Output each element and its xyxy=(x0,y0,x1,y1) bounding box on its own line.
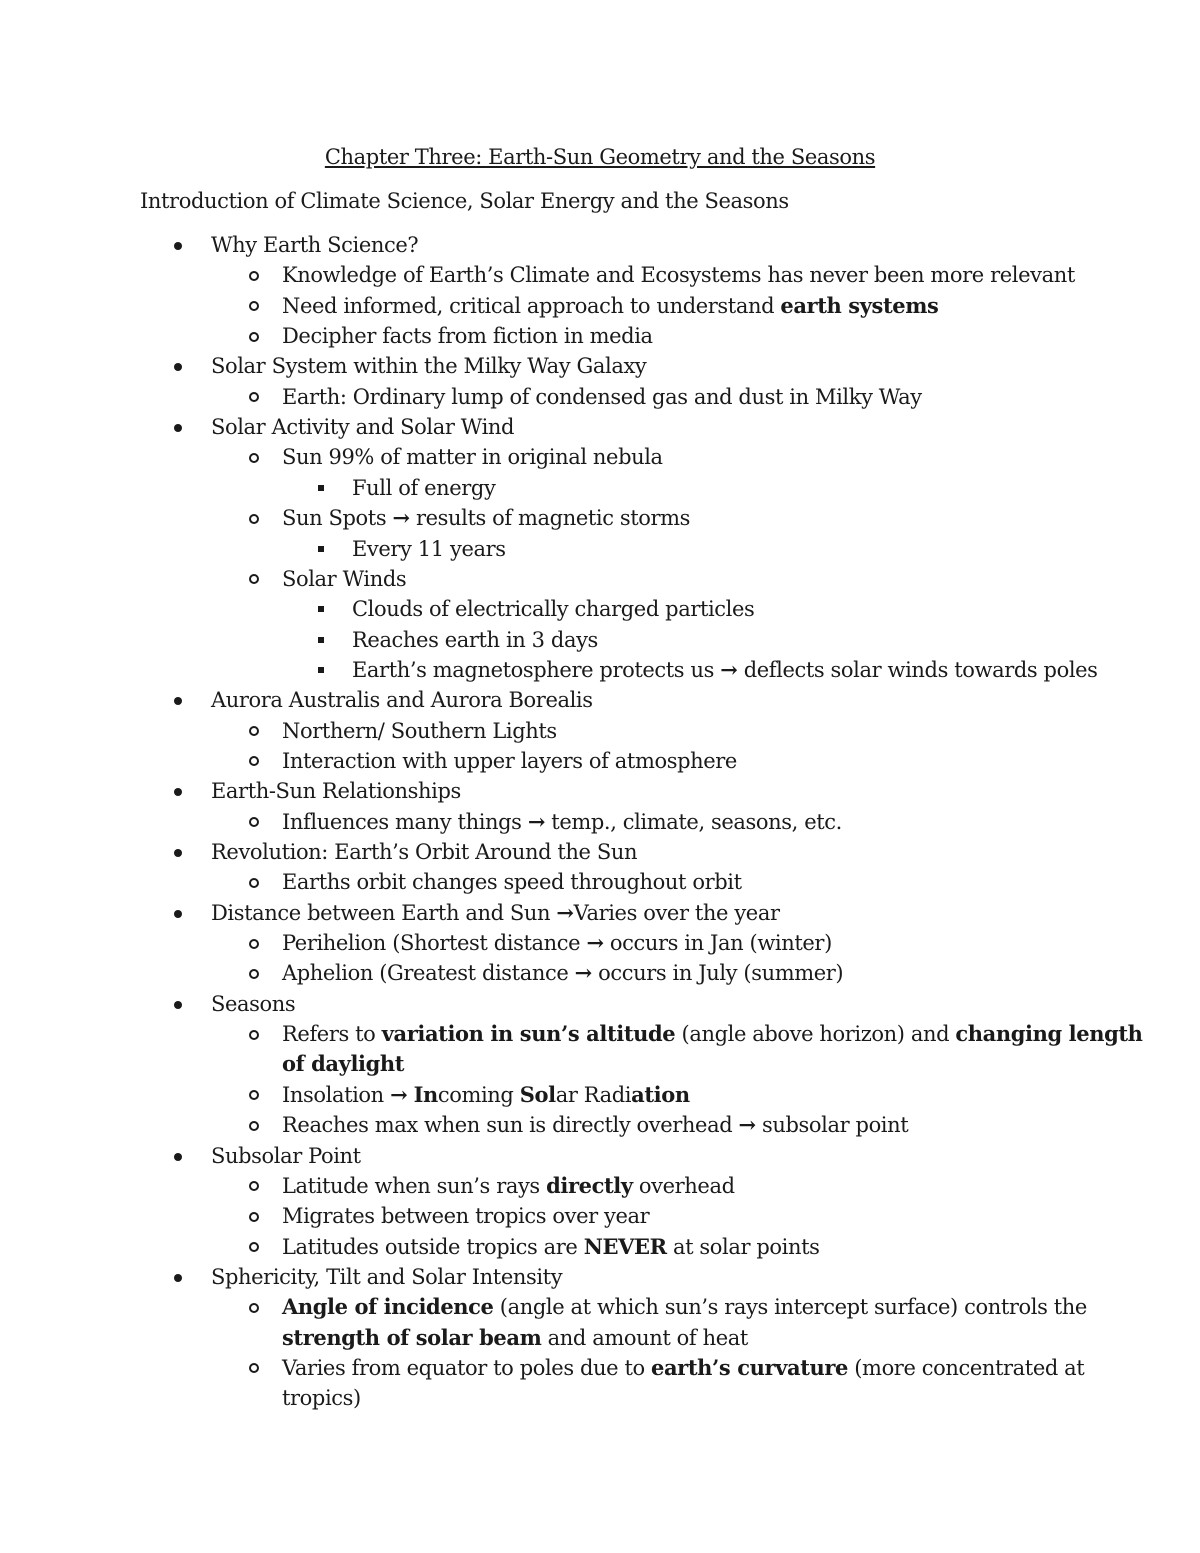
text-segment: Refers to xyxy=(282,1022,382,1047)
list-item-level-3 xyxy=(352,625,598,655)
list-item-level-2 xyxy=(282,564,406,594)
bullet-marker xyxy=(249,867,259,897)
text-segment: occurs in July (summer) xyxy=(591,961,844,986)
bullet-circle-icon xyxy=(249,1030,259,1040)
bullet-dot-icon xyxy=(174,1153,182,1161)
bold-text: strength of solar beam xyxy=(282,1324,542,1350)
text-segment: Sun Spots xyxy=(282,506,393,531)
list-item-level-2 xyxy=(282,1353,1084,1383)
arrow-right-icon: → xyxy=(390,1081,408,1107)
list-item-level-1 xyxy=(211,1262,562,1292)
bullet-dot-icon xyxy=(174,242,182,250)
text-segment: Solar Winds xyxy=(282,566,407,591)
text-segment: tropics) xyxy=(282,1386,361,1411)
bullet-marker xyxy=(249,503,259,533)
bullet-dot-icon xyxy=(174,849,182,857)
bullet-marker xyxy=(249,1201,259,1231)
bold-text: changing length xyxy=(955,1021,1143,1047)
bullet-circle-icon xyxy=(249,726,259,736)
text-segment: Earth’s magnetosphere protects us xyxy=(352,657,721,682)
text-segment: Seasons xyxy=(211,991,296,1016)
bullet-marker xyxy=(318,655,324,685)
list-item-level-1 xyxy=(211,685,593,715)
list-item-continuation xyxy=(282,1323,748,1353)
bold-text: NEVER xyxy=(583,1233,667,1259)
bullet-circle-icon xyxy=(249,574,259,584)
bullet-marker xyxy=(249,1353,259,1383)
text-segment: Solar Activity and Solar Wind xyxy=(211,415,515,440)
text-segment: Insolation xyxy=(282,1082,391,1107)
text-segment: Latitude when sun’s rays xyxy=(282,1173,547,1198)
bullet-circle-icon xyxy=(249,1090,259,1100)
bullet-marker xyxy=(174,776,182,806)
text-segment: Aphelion (Greatest distance xyxy=(282,961,575,986)
list-item-level-1 xyxy=(211,230,418,260)
text-segment: Varies from equator to poles due to xyxy=(282,1355,652,1380)
bullet-circle-icon xyxy=(249,1212,259,1222)
arrow-right-icon: → xyxy=(574,960,592,986)
bullet-marker xyxy=(249,716,259,746)
bold-text: Sol xyxy=(519,1081,556,1107)
text-segment: Clouds of electrically charged particles xyxy=(352,597,755,622)
bullet-circle-icon xyxy=(249,817,259,827)
bullet-marker xyxy=(249,1080,259,1110)
text-segment: at solar points xyxy=(666,1234,820,1259)
list-item-level-2 xyxy=(282,1292,1087,1322)
bullet-circle-icon xyxy=(249,1181,259,1191)
arrow-right-icon: → xyxy=(392,505,410,531)
bullet-marker xyxy=(174,1141,182,1171)
list-item-level-1 xyxy=(211,837,637,867)
bullet-square-icon xyxy=(318,637,324,643)
bullet-circle-icon xyxy=(249,332,259,342)
list-item-level-1 xyxy=(211,351,646,381)
bullet-marker xyxy=(249,807,259,837)
bold-text: earth systems xyxy=(780,292,939,318)
bullet-marker xyxy=(318,594,324,624)
bullet-square-icon xyxy=(318,667,324,673)
text-segment: Knowledge of Earth’s Climate and Ecosystems has never been more relevant xyxy=(282,263,1075,288)
text-segment: Latitudes outside tropics are xyxy=(282,1234,584,1259)
text-segment: Earth: Ordinary lump of condensed gas and dust in Milky Way xyxy=(282,384,922,409)
list-item-level-3 xyxy=(352,534,506,564)
bullet-marker xyxy=(174,351,182,381)
bullet-circle-icon xyxy=(249,514,259,524)
text-segment: Northern/ Southern Lights xyxy=(282,718,557,743)
text-segment: Why Earth Science? xyxy=(211,233,419,257)
list-item-level-1 xyxy=(211,776,461,806)
bullet-marker xyxy=(174,685,182,715)
list-item-level-1 xyxy=(211,898,780,928)
bullet-circle-icon xyxy=(249,271,259,281)
bullet-dot-icon xyxy=(174,910,182,918)
bullet-marker xyxy=(249,382,259,412)
bullet-circle-icon xyxy=(249,301,259,311)
list-item-level-2 xyxy=(282,503,690,533)
bullet-marker xyxy=(318,625,324,655)
bold-text: Angle of incidence xyxy=(282,1294,494,1320)
arrow-right-icon: → xyxy=(738,1112,756,1138)
bullet-marker xyxy=(249,928,259,958)
list-item-level-2 xyxy=(282,716,557,746)
bullet-marker xyxy=(249,958,259,988)
text-segment: Decipher facts from fiction in media xyxy=(282,324,653,349)
text-segment: occurs in Jan (winter) xyxy=(603,931,832,956)
text-segment: Aurora Australis and Aurora Borealis xyxy=(211,688,593,713)
bullet-dot-icon xyxy=(174,697,182,705)
bold-text: In xyxy=(413,1081,438,1107)
bullet-marker xyxy=(174,837,182,867)
arrow-right-icon: → xyxy=(527,808,546,834)
text-segment: Sun 99% of matter in original nebula xyxy=(282,445,663,470)
bullet-circle-icon xyxy=(249,756,259,766)
text-segment: Solar System within the Milky Way Galaxy xyxy=(211,354,647,379)
bullet-circle-icon xyxy=(249,1121,259,1131)
bold-text: earth’s curvature xyxy=(651,1354,848,1380)
list-item-level-3 xyxy=(352,594,754,624)
text-segment: Earths orbit changes speed throughout orbit xyxy=(282,870,742,895)
text-segment: Migrates between tropics over year xyxy=(282,1204,650,1229)
bullet-marker xyxy=(249,321,259,351)
bullet-dot-icon xyxy=(174,363,182,371)
list-item-continuation xyxy=(282,1049,404,1079)
list-item-level-2 xyxy=(282,442,663,472)
bullet-circle-icon xyxy=(249,392,259,402)
list-item-level-2 xyxy=(282,260,1075,290)
text-segment: subsolar point xyxy=(755,1113,909,1138)
list-item-level-2 xyxy=(282,807,842,837)
list-item-level-2 xyxy=(282,1080,690,1110)
text-segment: Influences many things xyxy=(282,809,528,834)
bullet-marker xyxy=(249,260,259,290)
bullet-marker xyxy=(174,989,182,1019)
bullet-circle-icon xyxy=(249,1242,259,1252)
arrow-right-icon: → xyxy=(556,899,574,925)
bullet-circle-icon xyxy=(249,1303,259,1313)
bullet-marker xyxy=(174,412,182,442)
list-item-level-2 xyxy=(282,1110,908,1140)
list-item-level-2 xyxy=(282,1171,735,1201)
list-item-level-2 xyxy=(282,382,922,412)
list-item-level-2 xyxy=(282,1232,820,1262)
bold-text: directly xyxy=(546,1172,633,1198)
text-segment: Full of energy xyxy=(352,475,496,500)
list-item-level-2 xyxy=(282,867,742,897)
list-item-level-2 xyxy=(282,746,737,776)
text-segment: Reaches earth in 3 days xyxy=(352,627,598,652)
section-heading: Introduction of Climate Science, Solar Energy and the Seasons xyxy=(140,189,789,213)
bullet-square-icon xyxy=(318,485,324,491)
list-item-level-2 xyxy=(282,291,938,321)
list-item-level-1 xyxy=(211,989,295,1019)
bullet-marker xyxy=(249,1171,259,1201)
text-segment: coming xyxy=(437,1082,520,1107)
list-item-level-1 xyxy=(211,1141,361,1171)
bullet-square-icon xyxy=(318,546,324,552)
bullet-marker xyxy=(249,1232,259,1262)
bullet-marker xyxy=(318,534,324,564)
arrow-right-icon: → xyxy=(720,656,738,682)
bullet-marker xyxy=(249,1019,259,1049)
bullet-marker xyxy=(249,564,259,594)
bullet-marker xyxy=(174,1262,182,1292)
text-segment: overhead xyxy=(632,1173,735,1198)
text-segment: (angle at which sun’s rays intercept surface) controls the xyxy=(493,1295,1087,1320)
bullet-circle-icon xyxy=(249,878,259,888)
bullet-circle-icon xyxy=(249,939,259,949)
list-item-level-2 xyxy=(282,321,653,351)
text-segment: temp., climate, seasons, etc. xyxy=(545,809,842,834)
bullet-marker xyxy=(249,1292,259,1322)
bullet-marker xyxy=(249,1110,259,1140)
text-segment: Need informed, critical approach to understand xyxy=(282,293,781,318)
bullet-dot-icon xyxy=(174,1274,182,1282)
text-segment: ar Radi xyxy=(555,1082,632,1107)
bullet-dot-icon xyxy=(174,788,182,796)
bullet-marker xyxy=(174,898,182,928)
bold-text: ation xyxy=(631,1081,690,1107)
bullet-marker xyxy=(249,746,259,776)
bullet-marker xyxy=(174,230,182,260)
text-segment: Sphericity, Tilt and Solar Intensity xyxy=(211,1264,563,1289)
bullet-marker xyxy=(318,473,324,503)
bullet-circle-icon xyxy=(249,1363,259,1373)
list-item-level-1 xyxy=(211,412,514,442)
text-segment: Varies over the year xyxy=(573,900,780,925)
bold-text: of daylight xyxy=(282,1051,405,1077)
list-item-level-3 xyxy=(352,655,1098,685)
bullet-marker xyxy=(249,442,259,472)
text-segment: deflects solar winds towards poles xyxy=(737,657,1098,682)
bullet-dot-icon xyxy=(174,1001,182,1009)
list-item-continuation xyxy=(282,1383,361,1413)
text-segment: (angle above horizon) and xyxy=(675,1022,956,1047)
bold-text: variation in sun’s altitude xyxy=(381,1021,676,1047)
list-item-level-2 xyxy=(282,928,832,958)
text-segment: and amount of heat xyxy=(541,1325,748,1350)
text-segment: Subsolar Point xyxy=(211,1143,361,1168)
text-segment: Reaches max when sun is directly overhead xyxy=(282,1113,739,1138)
text-segment: Every 11 years xyxy=(352,536,506,561)
list-item-level-2 xyxy=(282,958,843,988)
text-segment: results of magnetic storms xyxy=(409,506,691,531)
text-segment: Revolution: Earth’s Orbit Around the Sun xyxy=(211,840,638,864)
bullet-marker xyxy=(249,291,259,321)
bullet-circle-icon xyxy=(249,453,259,463)
list-item-level-2 xyxy=(282,1019,1143,1049)
arrow-right-icon: → xyxy=(586,930,604,956)
bullet-square-icon xyxy=(318,606,324,612)
bullet-dot-icon xyxy=(174,424,182,432)
bullet-circle-icon xyxy=(249,969,259,979)
text-segment: Interaction with upper layers of atmosphere xyxy=(282,748,737,773)
chapter-title: Chapter Three: Earth-Sun Geometry and the Seasons xyxy=(324,145,876,169)
text-segment: Earth-Sun Relationships xyxy=(211,779,461,804)
text-segment: (more concentrated at xyxy=(847,1355,1085,1380)
text-segment: Perihelion (Shortest distance xyxy=(282,931,587,956)
list-item-level-3 xyxy=(352,473,495,503)
list-item-level-2 xyxy=(282,1201,649,1231)
text-segment: Distance between Earth and Sun xyxy=(211,900,557,925)
